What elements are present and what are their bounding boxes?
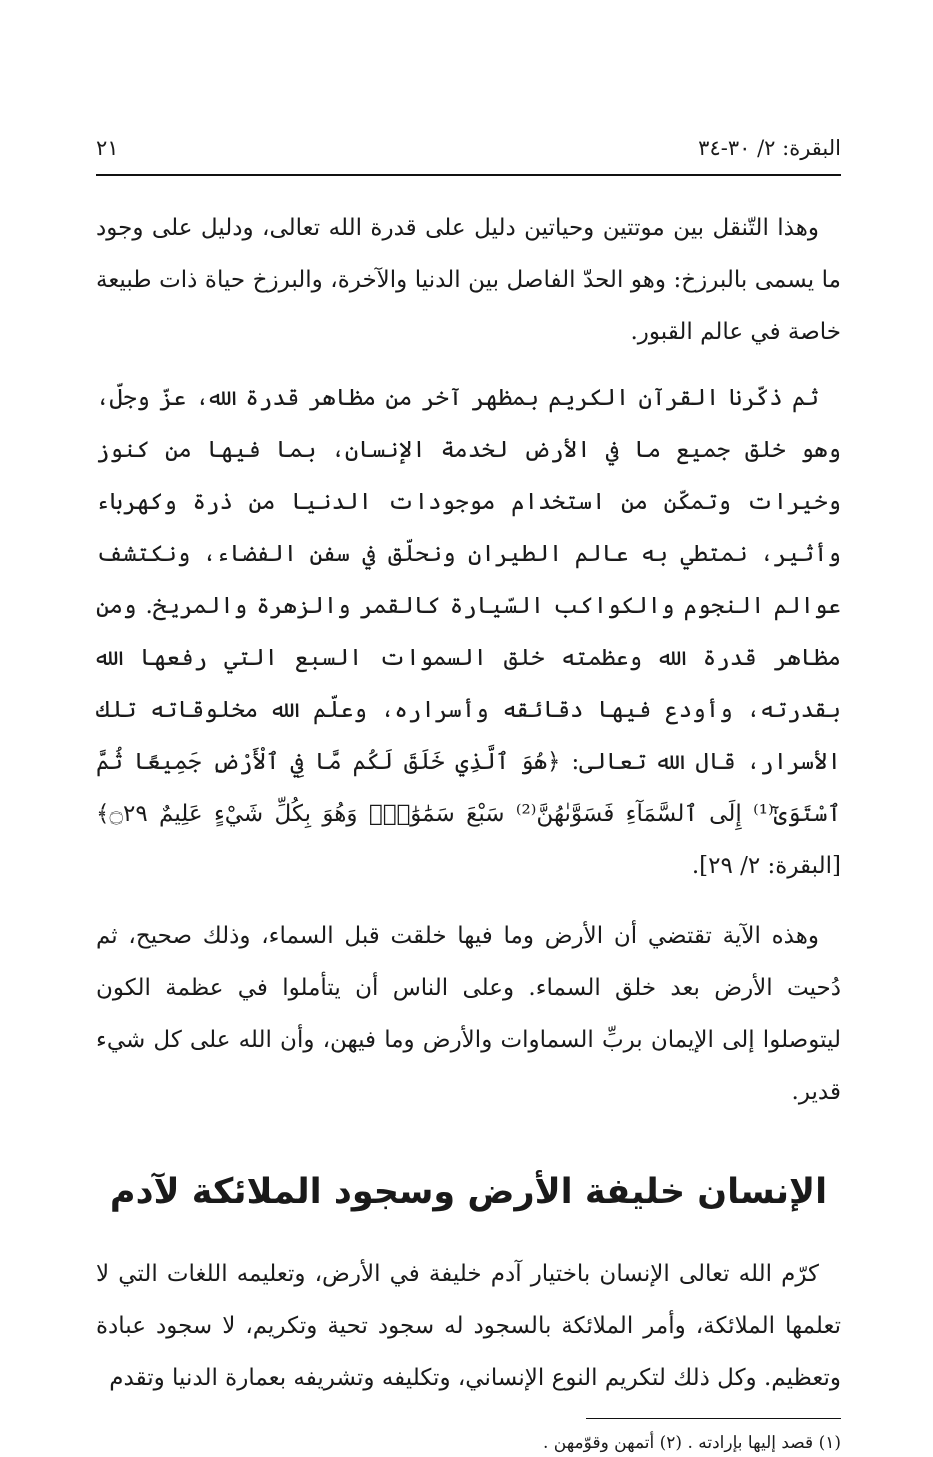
surah-reference: البقرة: ٢/ ٣٠-٣٤ (698, 136, 841, 160)
paragraph-khalifa: كرّم الله تعالى الإنسان باختيار آدم خليفة في الأرض، وتعليمه اللغات التي لا تعلمها الملائكة، وأمر الملائكة بالسجود له سجود تحية وتكريم، لا سجود عبادة وتعظيم. وكل ذلك لتكريم النوع الإنساني، وتكليفه وتشريفه بعمارة الدنيا وتقدم (96, 1261, 841, 1391)
book-page (96, 120, 841, 1457)
footnotes: (١) قصد إليها بإرادته . (٢) أتمهن وقوّمهن . (542, 1433, 841, 1453)
main-text (96, 202, 841, 1457)
quran-verse: ﴿هُوَ ٱلَّذِي خَلَقَ لَكُم مَّا فِي ٱلْأَرْضِ جَمِيعًا ثُمَّ ٱسْتَوَىٰٓ⁽¹⁾ إِلَى ٱلسَّمَآءِ فَسَوَّىٰهُنَّ⁽²⁾ سَبْعَ سَمَٰوَٰتٍۚ وَهُوَ بِكُلِّ شَيْءٍ عَلِيمٌ ۝٢٩﴾ (96, 749, 841, 827)
paragraph-earth-spread: وهذه الآية تقتضي أن الأرض وما فيها خلقت قبل السماء، وذلك صحيح، ثم دُحيت الأرض بعد خلق السماء. وعلى الناس أن يتأملوا في عظمة الكون ليتوصلوا إلى الإيمان بربِّ السماوات والأرض وما فيهن، وأن الله على كل شيء قدير. (96, 923, 841, 1105)
quran-reference: [البقرة: ٢/ ٢٩]. (691, 853, 841, 879)
paragraph-creation-text: ثم ذكّرنا القرآن الكريم بمظهر آخر من مظاهر قدرة الله، عزّ وجلّ، وهو خلق جميع ما في الأرض لخدمة الإنسان، بما فيها من كنوز وخيرات وتمكّن من استخدام موجودات الدنيا من ذرة وكهرباء وأثير، نمتطي به عالم الطيران ونحلّق في سفن الفضاء، ونكتشف عوالم النجوم والكواكب السّيارة كالقمر والزهرة والمريخ. ومن مظاهر قدرة الله وعظمته خلق السموات السبع التي رفعها الله بقدرته، وأودع فيها دقائقه وأسراره، وعلّم الله مخلوقاته تلك الأسرار، قال الله تعالى: (96, 385, 841, 775)
section-heading: الإنسان خليفة الأرض وسجود الملائكة لآدم (109, 1172, 828, 1212)
paragraph-creation (96, 372, 841, 892)
paragraph-barzakh: وهذا التّنقل بين موتتين وحياتين دليل على قدرة الله تعالى، ودليل على وجود ما يسمى بالبرزخ: وهو الحدّ الفاصل بين الدنيا والآخرة، والبرزخ حياة ذات طبيعة خاصة في عالم القبور. (96, 215, 841, 345)
page-number: ٢١ (96, 136, 119, 160)
footnote-divider (586, 1418, 841, 1419)
running-header (96, 120, 841, 176)
